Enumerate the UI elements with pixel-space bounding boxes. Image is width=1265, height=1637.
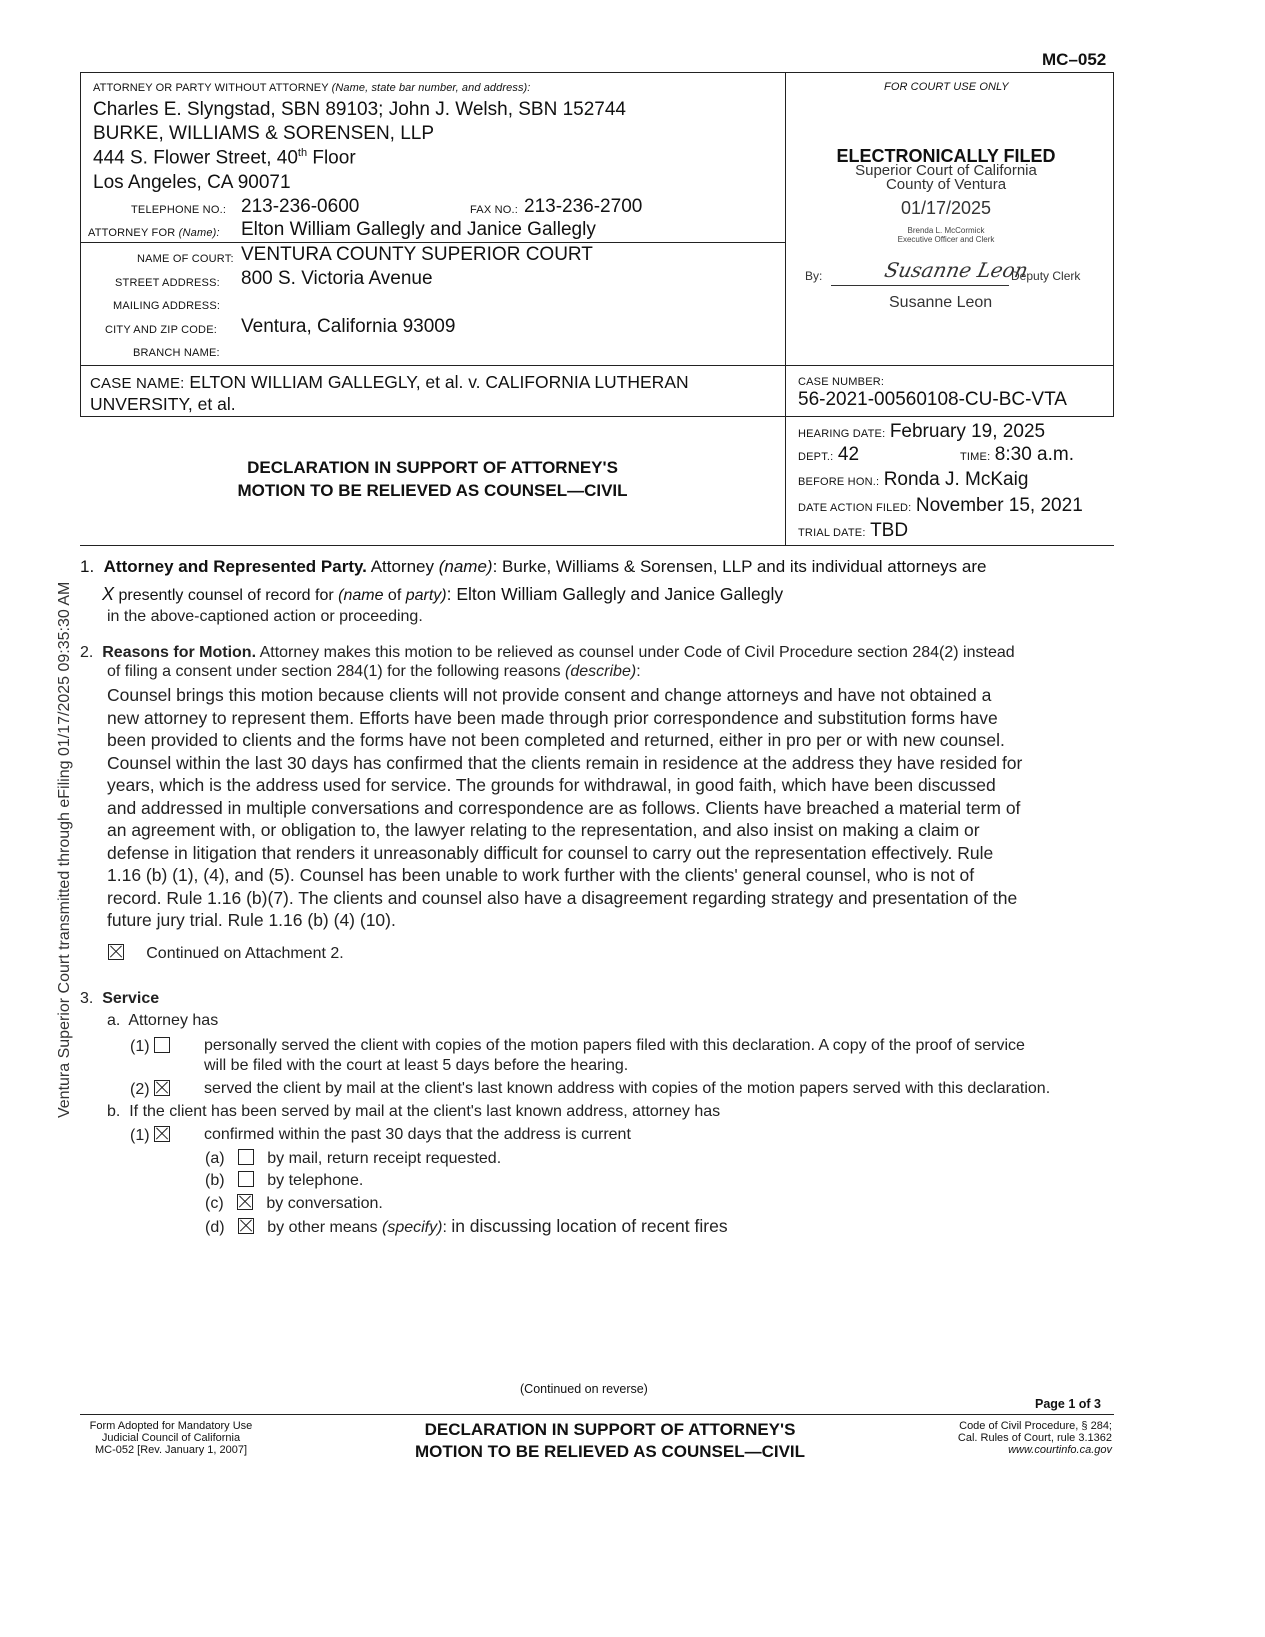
by-mail-checkbox[interactable] — [238, 1149, 254, 1165]
item-2-reasons — [107, 684, 1167, 932]
attorney-for-value: Elton William Gallegly and Janice Gallegly — [241, 219, 596, 240]
judge-row: BEFORE HON.: Ronda J. McKaig — [798, 469, 1029, 490]
item-2-intro-2: of filing a consent under section 284(1) for the following reasons (describe): — [107, 663, 641, 680]
item-1-line-3: in the above-captioned action or proceeding. — [107, 608, 423, 625]
by-telephone-checkbox[interactable] — [238, 1171, 254, 1187]
header-top-rule — [80, 72, 1114, 73]
trial-row: TRIAL DATE: TBD — [798, 520, 909, 541]
item-3a2-text: served the client by mail at the client's last known address with copies of the motion papers served with this declaration. — [204, 1080, 1051, 1097]
option-a-row: (a) by mail, return receipt requested. — [205, 1150, 502, 1167]
efiling-side-text: Ventura Superior Court transmitted through eFiling 01/17/2025 09:35:30 AM — [56, 581, 73, 1118]
city-label: CITY AND ZIP CODE: — [105, 324, 217, 336]
by-other-means-checkbox[interactable] — [238, 1218, 254, 1234]
by-label: By: — [805, 269, 823, 283]
item-3a1-text-1: personally served the client with copies of the motion papers filed with this declaration. A copy of the proof of service — [204, 1037, 1025, 1054]
stamp-date: 01/17/2025 — [900, 198, 992, 218]
attorney-line-4: Los Angeles, CA 90071 — [93, 172, 291, 193]
page-number: Page 1 of 3 — [1035, 1397, 1101, 1411]
footer-right — [890, 1420, 1112, 1456]
form-title-line-2: MOTION TO BE RELIEVED AS COUNSEL—CIVIL — [237, 481, 628, 500]
stamp-line-2: County of Ventura — [885, 176, 1007, 193]
form-title-line-1: DECLARATION IN SUPPORT OF ATTORNEY'S — [247, 458, 618, 477]
confirmed-address-checkbox[interactable] — [154, 1126, 170, 1142]
reason-line: Counsel brings this motion because clients will not provide consent and change attorneys and have not obtained a — [107, 685, 992, 705]
hearing-date-row: HEARING DATE: February 19, 2025 — [798, 421, 1046, 442]
reason-line: been provided to clients and the forms have not been completed and returned, either in pro per or with new counsel. — [107, 730, 1005, 750]
attorney-label: ATTORNEY OR PARTY WITHOUT ATTORNEY (Name, state bar number, and address): — [93, 82, 531, 94]
reason-line: future jury trial. Rule 1.16 (b) (4) (10). — [107, 910, 396, 930]
street-label: STREET ADDRESS: — [115, 277, 220, 289]
court-name-value: VENTURA COUNTY SUPERIOR COURT — [241, 244, 593, 265]
case-title-rule — [80, 416, 1114, 417]
dept-row: DEPT.: 42 — [798, 444, 860, 465]
telephone-value: 213-236-0600 — [241, 196, 360, 217]
fax-value: 213-236-2700 — [524, 196, 643, 217]
item-3-heading: 3. Service — [80, 990, 160, 1007]
item-1-line-1: 1. Attorney and Represented Party. Attorney (name): Burke, Williams & Sorensen, LLP and its individual attorneys are — [80, 557, 987, 576]
court-name-label: NAME OF COURT: — [137, 253, 234, 265]
item-3b: b. If the client has been served by mail at the client's last known address, attorney has — [107, 1103, 721, 1120]
case-name-line-2: UNVERSITY, et al. — [90, 394, 236, 414]
stamp-clerk-title: Executive Officer and Clerk — [897, 235, 995, 244]
presently-mark: X — [102, 584, 115, 604]
item-1-line-2: X presently counsel of record for (name of party): Elton William Gallegly and Janice Gallegly — [102, 584, 784, 604]
case-number-value: 56-2021-00560108-CU-BC-VTA — [798, 389, 1067, 410]
stamp-title: ELECTRONICALLY FILED — [836, 146, 1056, 166]
footer-right-line: Cal. Rules of Court, rule 3.1362 — [957, 1432, 1112, 1444]
city-value: Ventura, California 93009 — [241, 316, 456, 337]
item-2-intro-1: 2. Reasons for Motion. Attorney makes this motion to be relieved as counsel under Code of Civil Procedure section 284(2) instead — [80, 644, 1015, 661]
street-value: 800 S. Victoria Avenue — [241, 268, 433, 289]
court-use-label: FOR COURT USE ONLY — [884, 81, 1009, 93]
fax-label: FAX NO.: — [470, 204, 519, 216]
footer-rule — [80, 1414, 1114, 1415]
personally-served-checkbox[interactable] — [154, 1037, 170, 1053]
attorney-line-3: 444 S. Flower Street, 40th Floor — [93, 147, 356, 169]
stamp-line-1: Superior Court of California — [855, 162, 1037, 179]
footer-title-line: MOTION TO BE RELIEVED AS COUNSEL—CIVIL — [414, 1442, 806, 1461]
item-3a1-num: (1) — [130, 1037, 170, 1056]
footer-left-line: Judicial Council of California — [101, 1432, 241, 1444]
footer-left-line: MC-052 [Rev. January 1, 2007] — [94, 1444, 248, 1456]
option-b-row: (b) by telephone. — [205, 1172, 364, 1189]
footer-left-line: Form Adopted for Mandatory Use — [89, 1420, 253, 1432]
option-c-row: (c) by conversation. — [205, 1195, 383, 1212]
case-name-line-1: CASE NAME: ELTON WILLIAM GALLEGLY, et al. v. CALIFORNIA LUTHERAN — [90, 372, 689, 392]
telephone-label: TELEPHONE NO.: — [131, 204, 227, 216]
item-3a: a. Attorney has — [107, 1012, 219, 1029]
case-number-label: CASE NUMBER: — [798, 376, 885, 388]
footer-title-line: DECLARATION IN SUPPORT OF ATTORNEY'S — [424, 1420, 796, 1439]
filed-row: DATE ACTION FILED: November 15, 2021 — [798, 495, 1083, 516]
deputy-signature: Susanne Leon — [882, 258, 1031, 282]
mailing-label: MAILING ADDRESS: — [113, 300, 221, 312]
item-3a1-text-2: will be filed with the court at least 5 days before the hearing. — [204, 1057, 629, 1074]
stamp-clerk-name: Brenda L. McCormick — [907, 226, 985, 235]
reason-line: and addressed in multiple conversations and correspondence are as follows. Clients have breached a material term of — [107, 797, 1021, 818]
reason-line: an agreement with, or obligation to, the lawyer relating to the representation, and also insist on making a claim or — [107, 820, 980, 840]
deputy-name: Susanne Leon — [889, 294, 993, 311]
footer-right-line: Code of Civil Procedure, § 284; — [959, 1420, 1112, 1432]
court-case-rule — [80, 365, 1114, 366]
continued-checkbox[interactable] — [108, 944, 124, 960]
reason-line: new attorney to represent them. Efforts have been made through prior correspondence and substitution forms have — [107, 707, 998, 728]
header-divider-rule — [785, 72, 786, 545]
reason-line: 1.16 (b) (1), (4), and (5). Counsel has been unable to work further with the clients' general counsel, who is not of — [107, 865, 975, 885]
item-3b1-num: (1) — [130, 1126, 170, 1145]
continued-on-reverse: (Continued on reverse) — [520, 1382, 648, 1396]
footer-title — [350, 1419, 870, 1463]
header-bottom-rule — [80, 545, 1114, 546]
attorney-line-1: Charles E. Slyngstad, SBN 89103; John J. Welsh, SBN 152744 — [93, 99, 627, 120]
continued-attachment-row: Continued on Attachment 2. — [108, 944, 344, 963]
item-3b1-text: confirmed within the past 30 days that the address is current — [204, 1126, 631, 1143]
deputy-clerk-label: Deputy Clerk — [1011, 269, 1081, 283]
form-id: MC–052 — [1042, 50, 1107, 69]
attorney-for-label: ATTORNEY FOR (Name): — [88, 227, 220, 239]
courtinfo-link: www.courtinfo.ca.gov — [1008, 1444, 1112, 1456]
attorney-line-2: BURKE, WILLIAMS & SORENSEN, LLP — [93, 123, 435, 144]
option-d-row: (d) by other means (specify): in discussing location of recent fires — [205, 1216, 728, 1236]
time-row: TIME: 8:30 a.m. — [960, 444, 1075, 465]
reason-line: years, which is the address used for service. The grounds for withdrawal, in good faith, which have been discussed — [107, 775, 996, 795]
by-conversation-checkbox[interactable] — [237, 1194, 253, 1210]
branch-label: BRANCH NAME: — [133, 347, 220, 359]
served-by-mail-checkbox[interactable] — [154, 1080, 170, 1096]
reason-line: Counsel within the last 30 days has confirmed that the clients remain in residence at the address they have resided for — [107, 752, 1023, 773]
reason-line: defense in litigation that renders it unreasonably difficult for counsel to carry out the representation effectively. Rule — [107, 842, 994, 863]
item-3a2-num: (2) — [130, 1080, 170, 1099]
attorney-court-rule — [80, 242, 785, 243]
footer-left — [80, 1420, 262, 1456]
reason-line: record. Rule 1.16 (b)(7). The clients and counsel also have a disagreement regarding strategy and presentation of the — [107, 887, 1018, 908]
signature-line — [831, 285, 1009, 286]
